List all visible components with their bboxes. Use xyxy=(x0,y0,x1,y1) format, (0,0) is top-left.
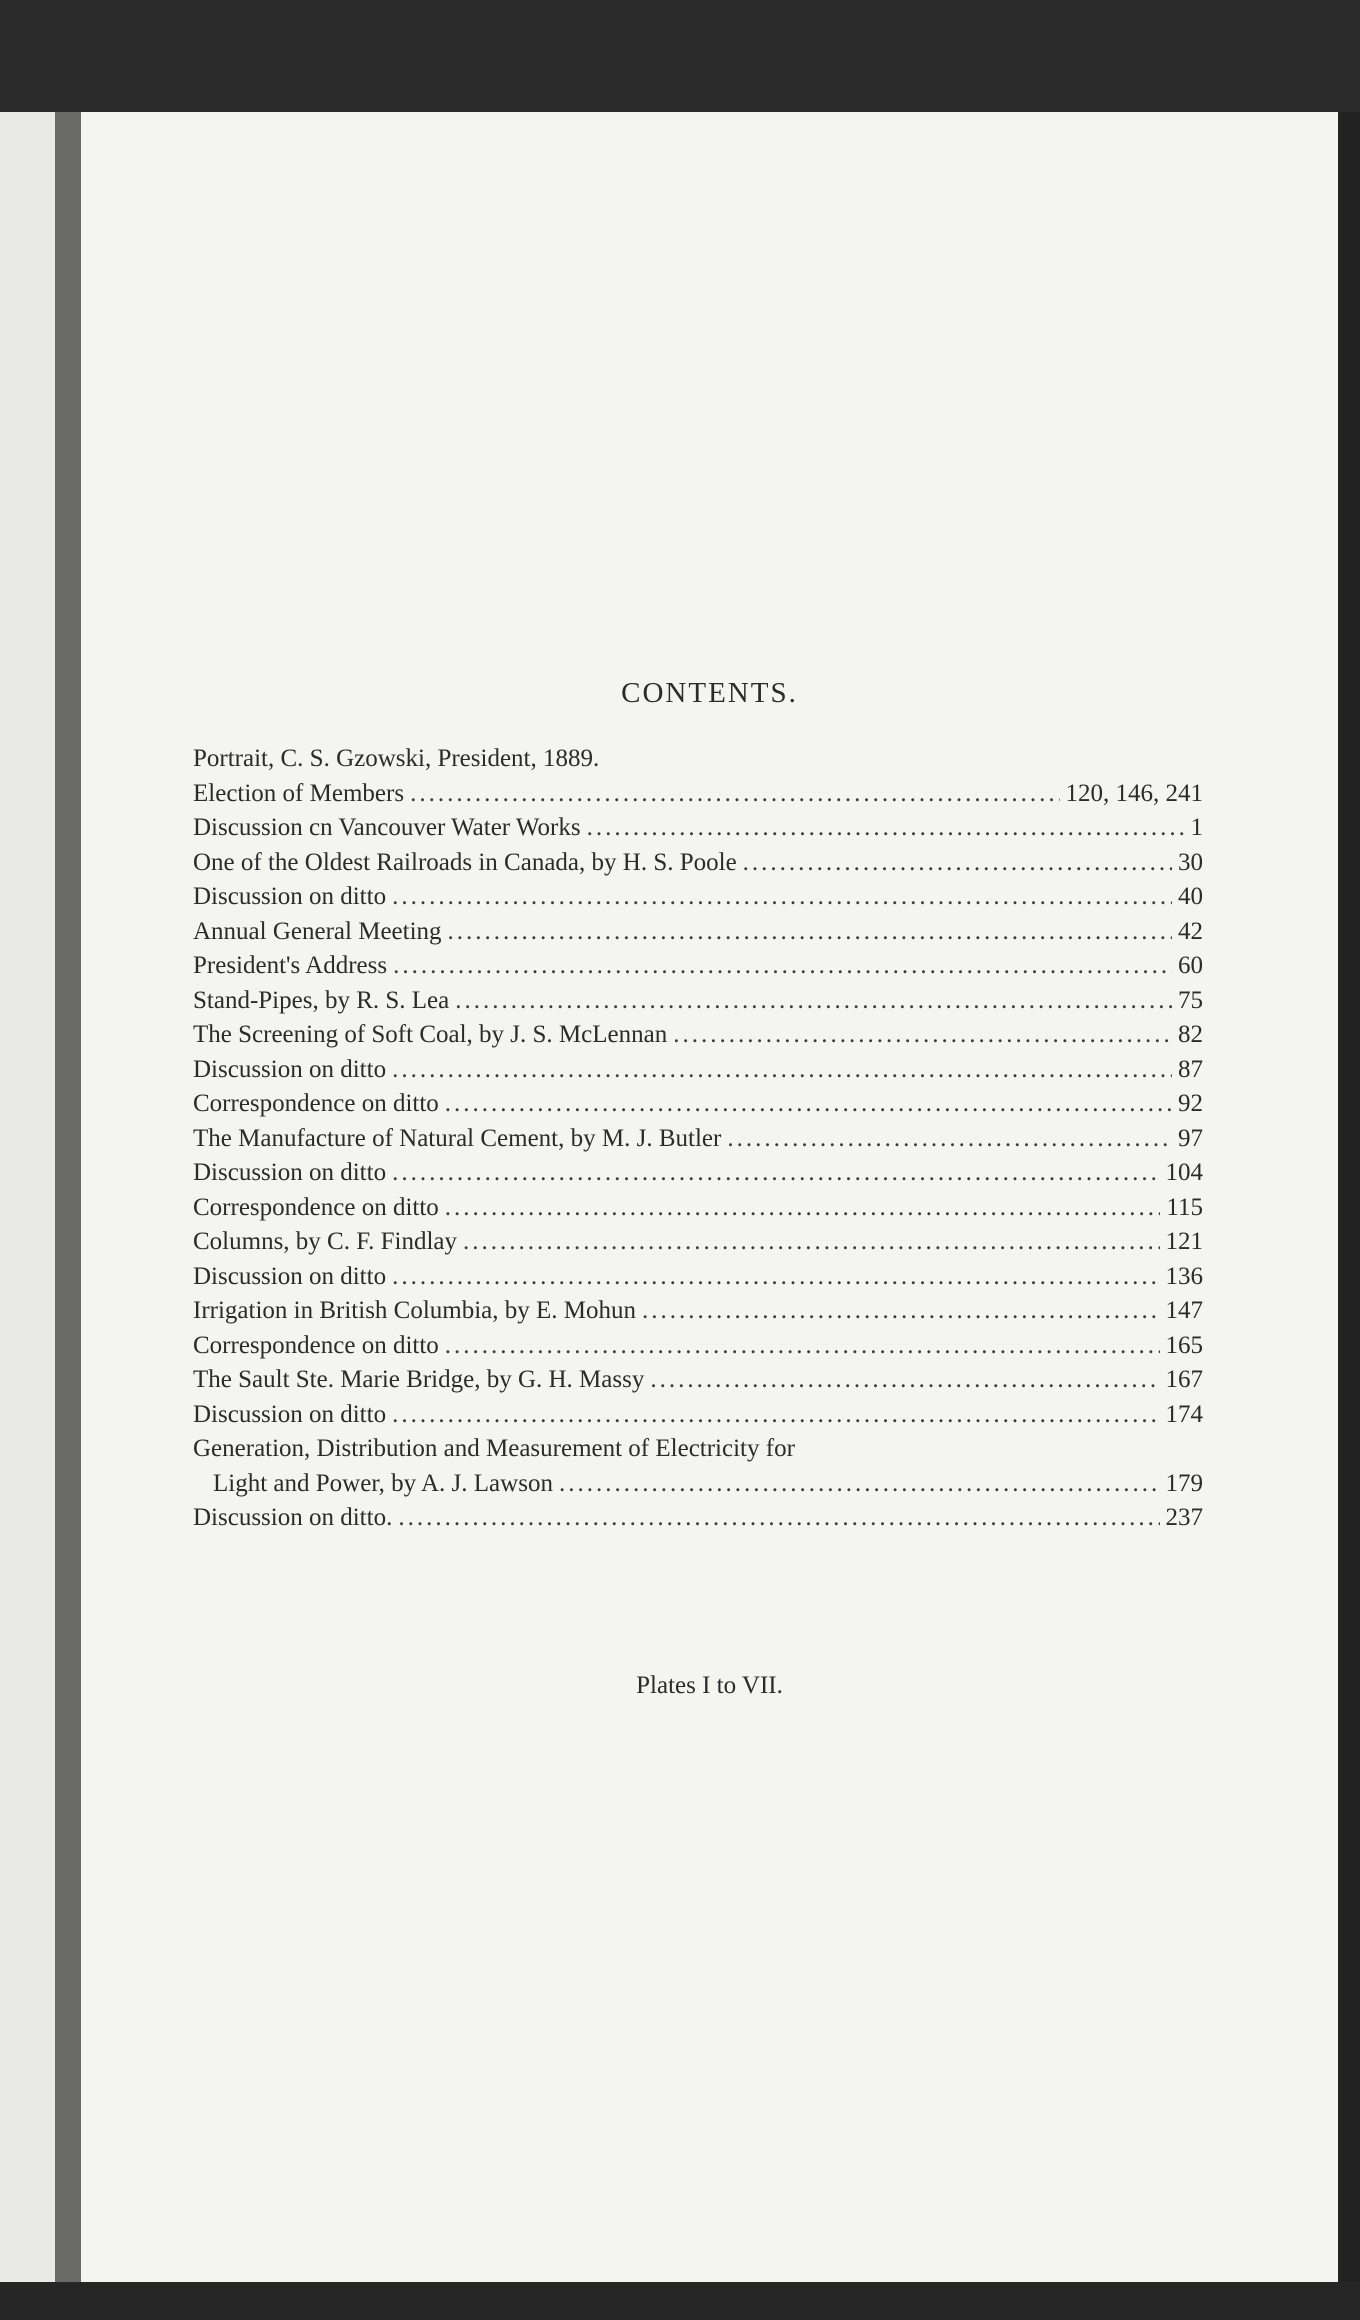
toc-entry-title: One of the Oldest Railroads in Canada, by H. S. Poole xyxy=(193,848,737,876)
toc-entry-multiline xyxy=(193,1432,1203,1501)
toc-entry-title: Election of Members xyxy=(193,779,405,807)
toc-entry-title: Discussion on ditto xyxy=(193,1055,387,1083)
toc-entry-title: Correspondence on ditto xyxy=(193,1193,439,1221)
toc-entry-title: The Screening of Soft Coal, by J. S. McLennan xyxy=(193,1021,668,1048)
dot-leader xyxy=(448,915,1172,950)
toc-entry xyxy=(193,846,1203,881)
toc-entry-page: 30 xyxy=(1178,848,1203,876)
book-spine xyxy=(55,112,81,2282)
toc-entry-page: 40 xyxy=(1178,883,1203,910)
dot-leader xyxy=(642,1294,1159,1329)
toc-entry xyxy=(193,1053,1203,1088)
scanner-top-band xyxy=(0,0,1360,112)
toc-entry-title: The Manufacture of Natural Cement, by M. J. Butler xyxy=(193,1124,722,1152)
dot-leader xyxy=(445,1329,1160,1364)
toc-entry xyxy=(193,1294,1203,1329)
toc-entry xyxy=(193,1363,1203,1398)
contents-heading: CONTENTS. xyxy=(621,677,798,709)
dot-leader xyxy=(463,1225,1159,1260)
toc-entry-page: 165 xyxy=(1165,1331,1203,1359)
toc-entry-title: Discussion on ditto xyxy=(193,1400,387,1428)
toc-entry-title: Discussion cn Vancouver Water Works xyxy=(193,814,581,841)
toc-entry-page: 115 xyxy=(1166,1193,1203,1221)
toc-entry xyxy=(193,949,1203,984)
toc-entry xyxy=(193,1087,1203,1122)
dot-leader xyxy=(727,1122,1172,1157)
toc-entry-page: 237 xyxy=(1165,1504,1203,1531)
contents-page xyxy=(81,112,1338,2282)
toc-entry-title: Columns, by C. F. Findlay xyxy=(193,1228,458,1255)
plates-note: Plates I to VII. xyxy=(636,1672,783,1699)
toc-entry-title: Correspondence on ditto xyxy=(193,1090,439,1117)
dot-leader xyxy=(455,984,1172,1019)
toc-entry-page: 179 xyxy=(1165,1469,1203,1497)
toc-entry-title: Discussion on ditto xyxy=(193,1159,387,1186)
dot-leader xyxy=(410,777,1059,812)
dot-leader xyxy=(559,1467,1160,1502)
dot-leader xyxy=(392,1053,1172,1088)
dot-leader xyxy=(392,1156,1159,1191)
toc-entry xyxy=(193,1329,1203,1364)
toc-entry-page: 82 xyxy=(1178,1021,1203,1048)
toc-entry-page: 60 xyxy=(1178,952,1203,979)
toc-entry xyxy=(193,1398,1203,1433)
toc-entry-page: 121 xyxy=(1165,1228,1203,1255)
toc-portrait xyxy=(193,742,1203,777)
toc-entry-title: Annual General Meeting xyxy=(193,917,442,945)
toc-entry-page: 147 xyxy=(1165,1297,1203,1324)
toc-entry xyxy=(193,880,1203,915)
dot-leader xyxy=(445,1191,1161,1226)
toc-entry xyxy=(193,1260,1203,1295)
toc-entry xyxy=(193,1122,1203,1157)
toc-entry xyxy=(193,811,1203,846)
toc-entry xyxy=(193,1018,1203,1053)
toc-entry-page: 92 xyxy=(1178,1090,1203,1117)
dot-leader xyxy=(650,1363,1159,1398)
dot-leader xyxy=(393,949,1172,984)
book-page xyxy=(81,112,1338,2282)
toc-portrait-text: Portrait, C. S. Gzowski, President, 1889. xyxy=(193,745,600,772)
toc-entry-page: 42 xyxy=(1178,917,1203,945)
dot-leader xyxy=(392,880,1172,915)
toc-entry-page: 1 xyxy=(1190,814,1203,841)
scanner-bottom-band xyxy=(0,2282,1360,2320)
toc-entry-title: The Sault Ste. Marie Bridge, by G. H. Massy xyxy=(193,1366,645,1393)
toc-entry xyxy=(193,984,1203,1019)
toc-entry-page: 120, 146, 241 xyxy=(1065,779,1203,807)
toc-entry-title: Discussion on ditto xyxy=(193,883,387,910)
table-of-contents xyxy=(193,742,1203,1536)
facing-page-edge xyxy=(0,112,55,2282)
toc-entry-title: Correspondence on ditto xyxy=(193,1331,439,1359)
toc-entry-page: 174 xyxy=(1165,1400,1203,1428)
dot-leader xyxy=(398,1501,1159,1536)
toc-entry xyxy=(193,915,1203,950)
toc-entry-page: 104 xyxy=(1165,1159,1203,1186)
toc-entry-title-line2: Light and Power, by A. J. Lawson xyxy=(213,1469,553,1497)
toc-entry-page: 136 xyxy=(1165,1262,1203,1290)
toc-entry-title: Discussion on ditto. xyxy=(193,1504,393,1531)
dot-leader xyxy=(392,1398,1159,1433)
toc-entry-title: Discussion on ditto xyxy=(193,1262,387,1290)
toc-entry-page: 97 xyxy=(1178,1124,1203,1152)
toc-entry-title: Irrigation in British Columbia, by E. Mohun xyxy=(193,1297,637,1324)
toc-entry-page: 87 xyxy=(1178,1055,1203,1083)
dot-leader xyxy=(743,846,1172,881)
toc-entry xyxy=(193,777,1203,812)
dot-leader xyxy=(673,1018,1172,1053)
toc-entry-title: President's Address xyxy=(193,952,388,979)
toc-entry-title: Stand-Pipes, by R. S. Lea xyxy=(193,986,450,1014)
toc-entry-page: 167 xyxy=(1165,1366,1203,1393)
toc-entry xyxy=(193,1191,1203,1226)
dot-leader xyxy=(587,811,1185,846)
toc-entry-title-line1: Generation, Distribution and Measurement of Electricity for xyxy=(193,1435,795,1462)
toc-entry xyxy=(193,1225,1203,1260)
dot-leader xyxy=(445,1087,1172,1122)
dot-leader xyxy=(392,1260,1159,1295)
toc-entry-page: 75 xyxy=(1178,986,1203,1014)
toc-entry xyxy=(193,1501,1203,1536)
toc-entry xyxy=(193,1156,1203,1191)
